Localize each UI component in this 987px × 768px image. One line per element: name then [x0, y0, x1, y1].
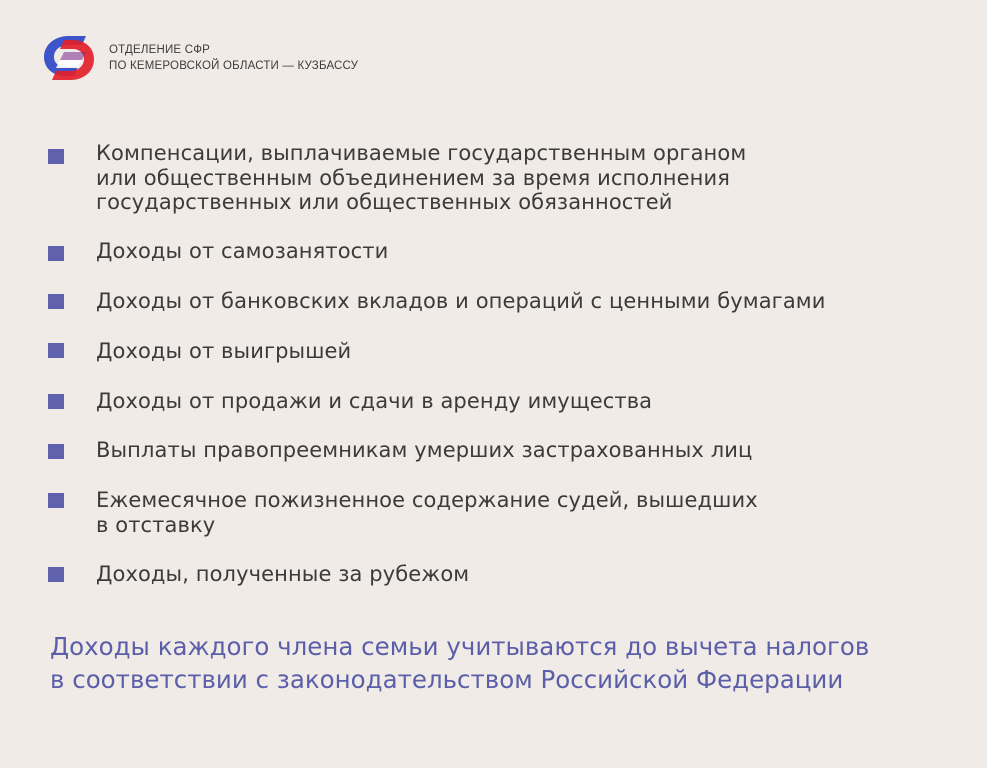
list-item-line: Выплаты правопреемникам умерших застрахованных лиц: [96, 438, 753, 462]
header: [38, 30, 358, 86]
list-item-line: Доходы от выигрышей: [96, 339, 352, 363]
list-item-text: [96, 239, 896, 264]
list-item-line: государственных или общественных обязанностей: [96, 190, 673, 214]
list-item-line: Доходы от самозанятости: [96, 239, 389, 263]
org-line-2: ПО КЕМЕРОВСКОЙ ОБЛАСТИ — КУЗБАССУ: [109, 60, 359, 72]
list-item-text: [96, 141, 896, 215]
list-item-text: [96, 389, 896, 414]
list-item-line: Компенсации, выплачиваемые государственным органом: [96, 141, 747, 165]
bullet-square-icon: [48, 394, 64, 409]
list-item-text: [96, 289, 896, 314]
list-item-line: Доходы от банковских вкладов и операций с ценными бумагами: [96, 289, 826, 313]
bullet-square-icon: [48, 567, 64, 582]
sfr-logo: [38, 30, 100, 86]
bullet-square-icon: [48, 493, 64, 508]
bullet-square-icon: [48, 246, 64, 261]
list-item-line: или общественным объединением за время исполнения: [96, 165, 730, 190]
footer-note: [50, 630, 950, 696]
footer-line-1: Доходы каждого члена семьи учитываются до вычета налогов: [50, 632, 870, 661]
list-item-line: в отставку: [96, 512, 216, 537]
list-item-text: [96, 339, 896, 364]
footer-line-2: в соответствии с законодательством Российской Федерации: [50, 665, 844, 694]
bullet-square-icon: [48, 294, 64, 309]
org-line-1: ОТДЕЛЕНИЕ СФР: [109, 44, 211, 56]
list-item-line: Доходы от продажи и сдачи в аренду имущества: [96, 389, 653, 413]
bullet-square-icon: [48, 343, 64, 358]
list-item-text: [96, 438, 896, 463]
organization-name: [109, 42, 358, 74]
list-item-line: Ежемесячное пожизненное содержание судей, вышедших: [96, 488, 758, 512]
bullet-square-icon: [48, 149, 64, 164]
bullet-square-icon: [48, 444, 64, 459]
list-item-text: [96, 562, 896, 587]
list-item-line: Доходы, полученные за рубежом: [96, 562, 470, 586]
list-item-text: [96, 488, 896, 537]
